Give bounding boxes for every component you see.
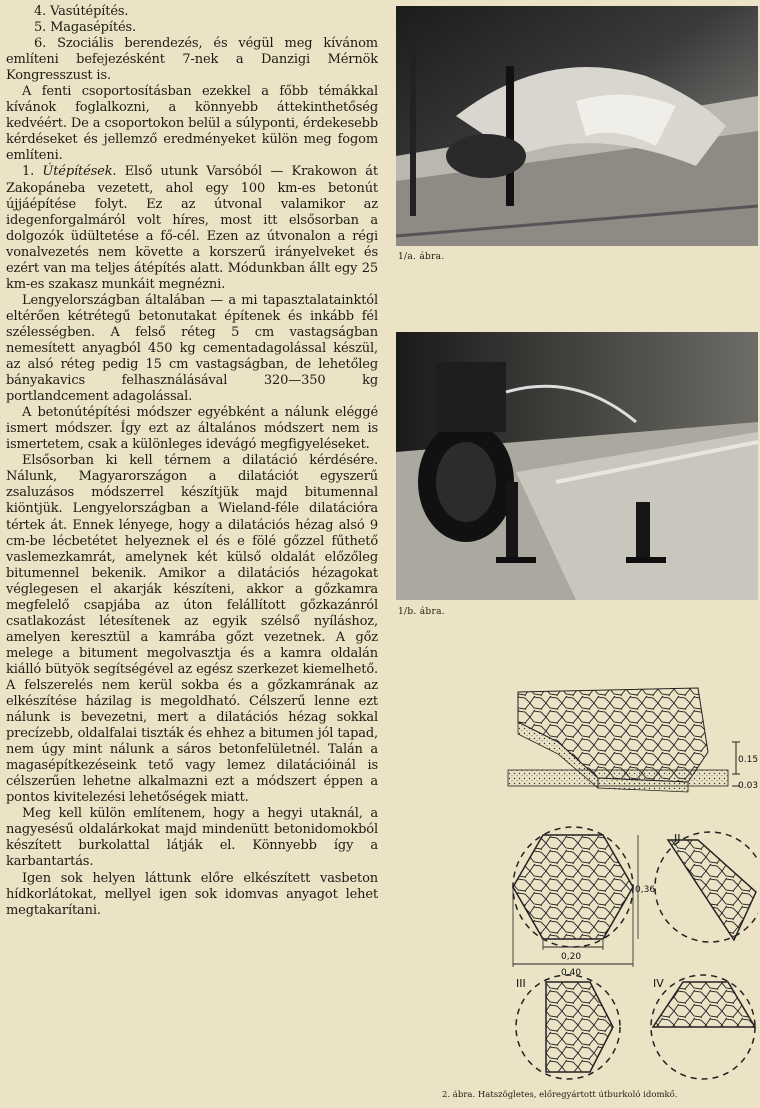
paragraph-method: A betonútépítési módszer egyébként a nálunk eléggé ismert módszer. Így ezt az általános módszert nem is ismertetem, csak a különleges idevágó megfigyeléseket. (6, 405, 378, 453)
list-item-5: 5. Magasépítés. (34, 20, 136, 36)
roman-numeral-2: II (674, 832, 681, 845)
paragraph-poland-concrete: Lengyelországban általában — a mi tapasztalatainktól eltérően kétrétegű betonutakat építenek és inkább fél szélességben. A felső réteg 5 cm vastagságban nemesített anyagból 450 kg cementadagolással készül, az alsó réteg pedig 15 cm vastagságban, de lehetőleg bányakavics felhasználásával 320—350 kg portlandcement adagolással. (6, 292, 378, 405)
figure-1b-photo (396, 332, 758, 600)
figure-1a-image (396, 6, 758, 246)
figure-1b-image (396, 332, 758, 600)
list-item-6: 6. Szociális berendezés, és végül meg kívánom említeni befejezésként 7-nek a Danzigi Mérnök Kongresszust is. (6, 36, 378, 84)
figure-1b-caption: 1/b. ábra. (398, 607, 445, 617)
section-body: Első utunk Varsóból — Krakowon át Zakopáneba vezetett, ahol egy 100 km-es betonút újjáépítése folyt. Ez az útvonal valamikor az idegenforgalmáról volt híres, most itt elsősorban a dolgozók üdültetése a fő-cél. Ezen az útvonalon a régi vonalvezetés nem követte a korszerű irányelveket és ezért van ma teljes átépítés alatt. Módunkban állt egy 25 km-es szakasz munkáit megnézni. (6, 164, 378, 292)
roman-numeral-4: IV (653, 977, 664, 990)
figure-2-perspective (508, 688, 758, 792)
section-number: 1. (22, 164, 43, 180)
figure-2-caption: 2. ábra. Hatszögletes, előregyártott útburkoló idomkő. (442, 1090, 678, 1100)
dim-label-003: 0.03 (738, 781, 758, 791)
dim-label-015: 0.15 (738, 755, 758, 765)
list-item-4: 4. Vasútépítés. (34, 4, 129, 19)
article-text-column (6, 4, 378, 919)
paragraph-grouping: A fenti csoportosításban ezekkel a főbb témákkal kívánok foglalkozni, a könnyebb áttekinthetőség kedvéért. De a csoportokon belül a súlyponti, érdekesebb kérdéseket és jellemző eredményeket külön meg fogom említeni. (6, 84, 378, 164)
figure-2-drawing (498, 682, 758, 1082)
paragraph-bridge-railings: Igen sok helyen láttunk előre elkészített vasbeton hídkorlátokat, mellyel igen sok idomvas anyagot lehet megtakarítani. (6, 870, 378, 918)
roman-numeral-3: III (516, 977, 526, 990)
paragraph-dilatation: Elsősorban ki kell térnem a dilatáció kérdésére. Nálunk, Magyarországon a dilatációt egyszerű zsaluzásos módszerrel készítjük majd bitumennal kiöntjük. Lengyelországban a Wieland-féle dilatációra tértek át. Ennek lényege, hogy a dilatációs hézag alsó 9 cm-be lécbetétet helyeznek el és e fölé gőzzel fűthető vaslemezkamrát, amelynek két külső oldalát előzőleg bitumennel bekenik. Amikor a dilatációs hézagokat véglegesen el akarják készíteni, akkor a gőzkamra megfelelő csapjába az úton felállított gőzkazánról csatlakozást létesítenek az egyik szélső nyíláshoz, amelyen keresztül a kamrába gőzt vezetnek. A gőz melege a bitument megolvasztja és a kamra oldalán kiálló bütyök segítségével az egész szerkezet kiemelhető. A felszerelés nem kerül sokba és a gőzkamrának az elkészítése házilag is megoldható. Célszerű lenne ezt nálunk is bevezetni, mert a dilatációs hézag sokkal precízebb, oldalfalai tiszták és ehhez a bitumen jól tapad, nem úgy mint nálunk a sáros betonfelületnél. Talán a magasépítkezéseink tető vagy lemez dilatációinál is célszerűen lehetne alkalmazni ezt a módszert éppen a pontos kivitelezési lehetőségek miatt. (6, 453, 378, 806)
paragraph-mountain-roads: Meg kell külön említenem, hogy a hegyi utaknál, a nagyesésű oldalárkokat majd mindenütt betonidomokból készített burkolattal látják el. Könnyebb így a karbantartás. (6, 806, 378, 870)
figure-2-variant-3 (516, 975, 620, 1079)
figure-2-variant-1 (513, 827, 655, 978)
section-heading: Útépítések. (42, 164, 117, 180)
figure-2-variant-2 (655, 832, 758, 942)
dim-label-040: 0,40 (561, 968, 582, 978)
figure-2-variant-4 (651, 975, 755, 1079)
dim-label-020: 0,20 (561, 952, 582, 962)
figure-1a-photo (396, 6, 758, 246)
dim-label-036: 0,36 (635, 885, 656, 895)
figure-1a-caption: 1/a. ábra. (398, 252, 445, 262)
paragraph-road-construction (6, 164, 378, 292)
